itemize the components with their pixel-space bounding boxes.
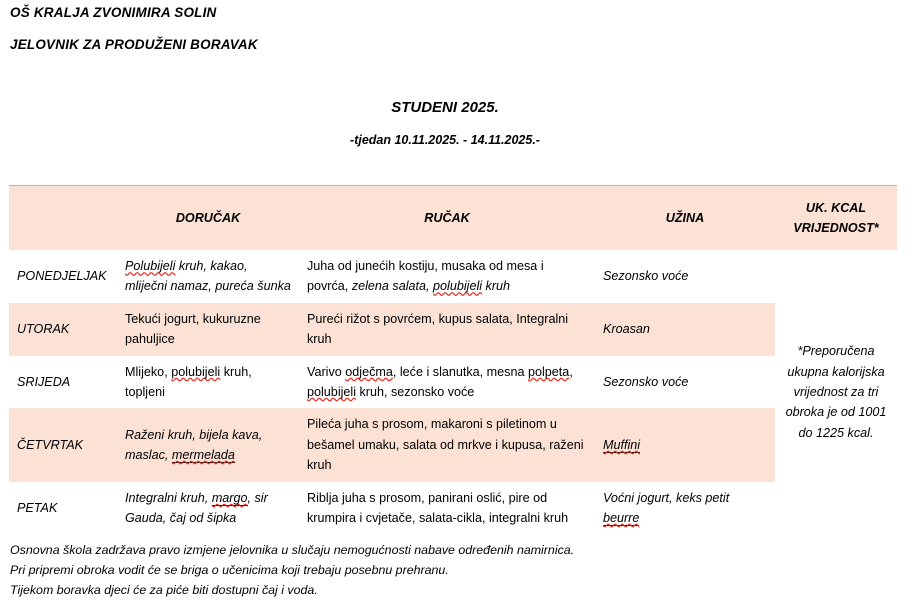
footer-line-3: Tijekom boravka djeci će za piće biti dostupni čaj i voda. <box>10 583 318 598</box>
header-cell-snack: UŽINA <box>595 186 775 250</box>
cell-kcal-note: *Preporučena ukupna kalorijska vrijednost za tri obroka je od 1001 do 1225 kcal. <box>775 250 897 534</box>
table-row <box>9 303 897 356</box>
table-row <box>9 408 897 481</box>
week-range-title: -tjedan 10.11.2025. - 14.11.2025.- <box>350 133 540 147</box>
cell-lunch: Riblja juha s prosom, panirani oslić, pire od krumpira i cvjetače, salata-cikla, integralni kruh <box>299 482 595 535</box>
row-day-label: PETAK <box>9 482 117 535</box>
footer-line-2: Pri pripremi obroka vodit će se briga o učenicima koji trebaju posebnu prehranu. <box>10 563 449 578</box>
cell-lunch: Pileća juha s prosom, makaroni s piletinom u bešamel umaku, salata od mrkve i kupusa, raženi kruh <box>299 408 595 481</box>
row-day-label: UTORAK <box>9 303 117 356</box>
cell-snack: Muffini <box>595 408 775 481</box>
cell-breakfast: Integralni kruh, margo, sir Gauda, čaj od šipka <box>117 482 299 535</box>
header-cell-breakfast: DORUČAK <box>117 186 299 250</box>
month-title: STUDENI 2025. <box>391 99 499 116</box>
cell-breakfast: Raženi kruh, bijela kava, maslac, mermelada <box>117 408 299 481</box>
cell-snack: Kroasan <box>595 303 775 356</box>
row-day-label: ČETVRTAK <box>9 408 117 481</box>
table-row <box>9 356 897 409</box>
cell-snack: Voćni jogurt, keks petit beurre <box>595 482 775 535</box>
weekly-menu-table <box>9 186 897 534</box>
school-name: OŠ KRALJA ZVONIMIRA SOLIN <box>10 5 217 20</box>
cell-breakfast: Tekući jogurt, kukuruzne pahuljice <box>117 303 299 356</box>
footer-notes <box>10 540 574 600</box>
table-row <box>9 482 897 535</box>
cell-lunch: Pureći rižot s povrćem, kupus salata, Integralni kruh <box>299 303 595 356</box>
cell-lunch: Juha od junećih kostiju, musaka od mesa i povrća, zelena salata, polubijeli kruh <box>299 250 595 303</box>
footer-line-1: Osnovna škola zadržava pravo izmjene jelovnika u slučaju nemogućnosti nabave određenih namirnica. <box>10 543 575 557</box>
row-day-label: SRIJEDA <box>9 356 117 409</box>
row-day-label: PONEDJELJAK <box>9 250 117 303</box>
header-cell-day <box>9 186 117 250</box>
document-title: JELOVNIK ZA PRODUŽENI BORAVAK <box>10 37 258 52</box>
cell-breakfast: Mlijeko, polubijeli kruh, topljeni <box>117 356 299 409</box>
header-cell-lunch: RUČAK <box>299 186 595 250</box>
table-row <box>9 250 897 303</box>
cell-snack: Sezonsko voće <box>595 356 775 409</box>
cell-lunch: Varivo odječma, leće i slanutka, mesna polpeta, polubijeli kruh, sezonsko voće <box>299 356 595 409</box>
header-cell-kcal: UK. KCAL VRIJEDNOST* <box>775 186 897 250</box>
cell-snack: Sezonsko voće <box>595 250 775 303</box>
table-header-row <box>9 186 897 250</box>
cell-breakfast: Polubijeli kruh, kakao, mliječni namaz, pureća šunka <box>117 250 299 303</box>
